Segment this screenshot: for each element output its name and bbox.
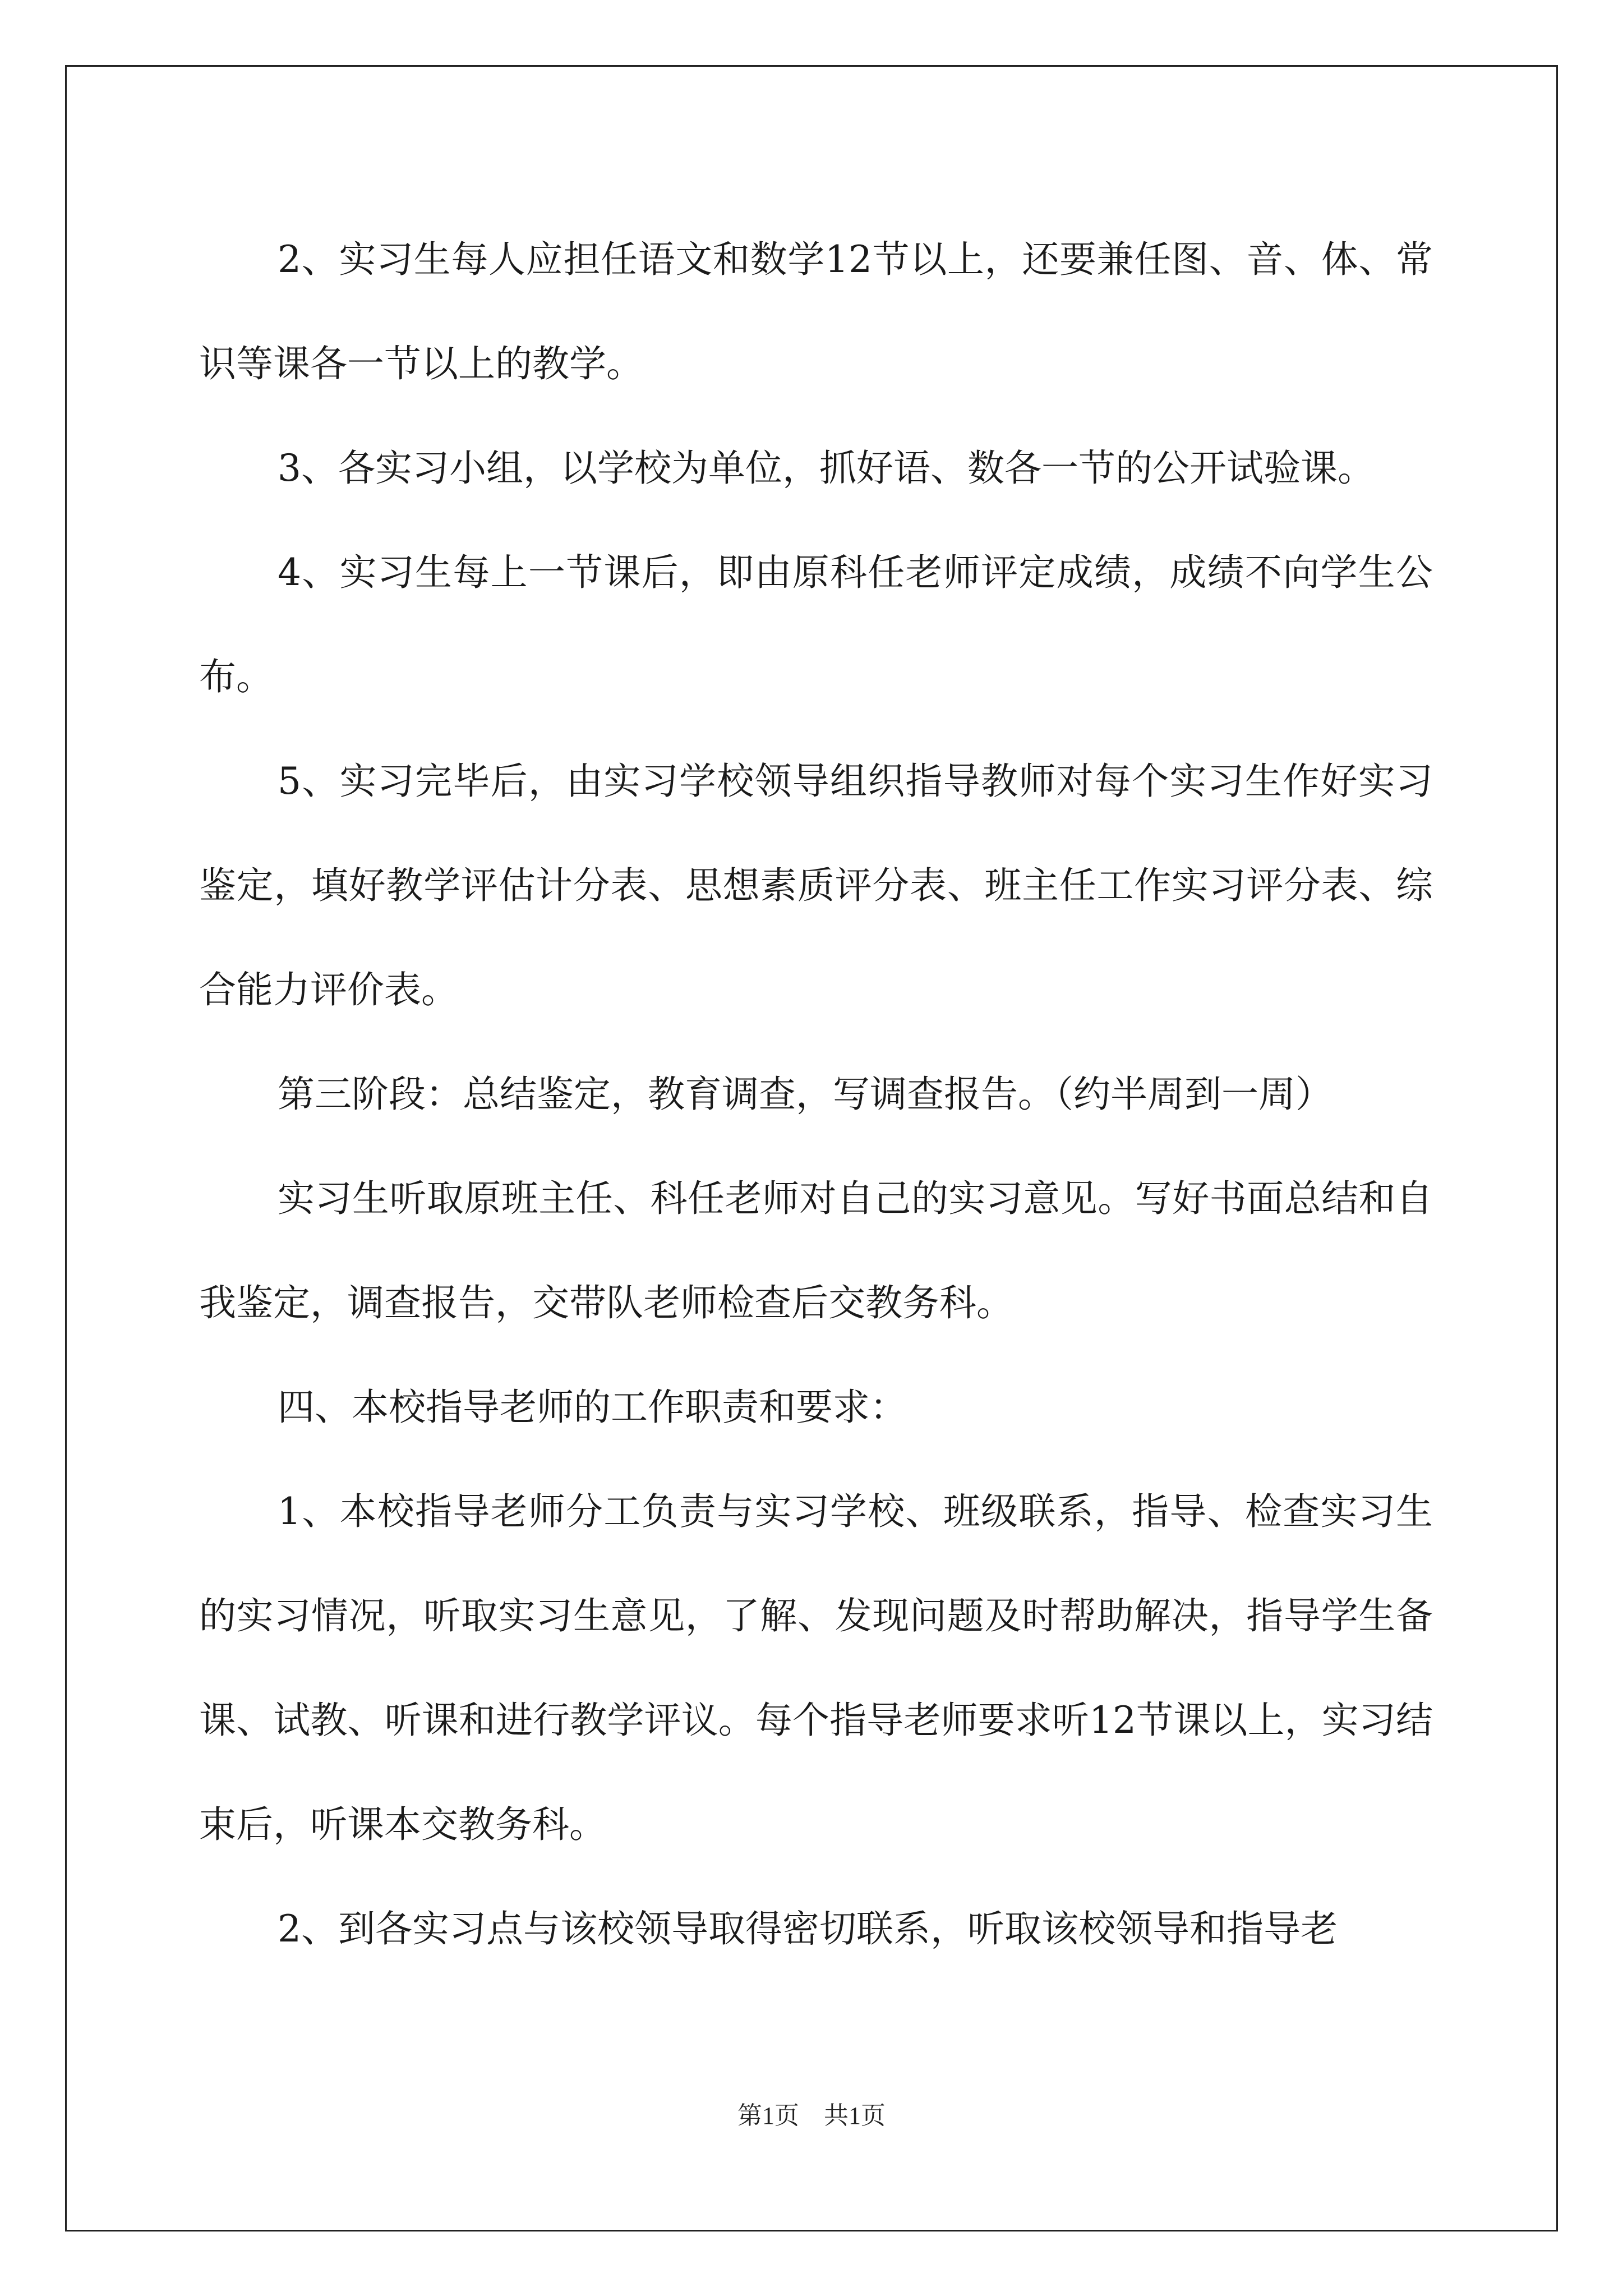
page-footer: 第1页 共1页 bbox=[737, 2102, 886, 2129]
paragraph: 1、本校指导老师分工负责与实习学校、班级联系，指导、检查实习生的实习情况，听取实习生意见，了解、发现问题及时帮助解决，指导学生备课、试教、听课和进行教学评议。每个指导老师要求听12节课以上，实习结束后，听课本交教务科。 bbox=[199, 1490, 1433, 1846]
document-body bbox=[199, 208, 1433, 1981]
paragraph: 3、各实习小组，以学校为单位，抓好语、数各一节的公开试验课。 bbox=[278, 447, 1375, 490]
paragraph: 实习生听取原班主任、科任老师对自己的实习意见。写好书面总结和自我鉴定，调查报告，交带队老师检查后交教务科。 bbox=[199, 1177, 1433, 1324]
paragraph: 2、实习生每人应担任语文和数学12节以上，还要兼任图、音、体、常识等课各一节以上的教学。 bbox=[199, 238, 1433, 385]
section-heading: 四、本校指导老师的工作职责和要求： bbox=[278, 1386, 907, 1429]
section-heading: 第三阶段：总结鉴定，教育调查，写调查报告。（约半周到一周） bbox=[278, 1073, 1332, 1116]
paragraph: 4、实习生每上一节课后，即由原科任老师评定成绩，成绩不向学生公布。 bbox=[199, 551, 1433, 698]
paragraph: 5、实习完毕后，由实习学校领导组织指导教师对每个实习生作好实习鉴定，填好教学评估计分表、思想素质评分表、班主任工作实习评分表、综合能力评价表。 bbox=[199, 760, 1433, 1011]
paragraph: 2、到各实习点与该校领导取得密切联系，听取该校领导和指导老 bbox=[278, 1907, 1338, 1950]
